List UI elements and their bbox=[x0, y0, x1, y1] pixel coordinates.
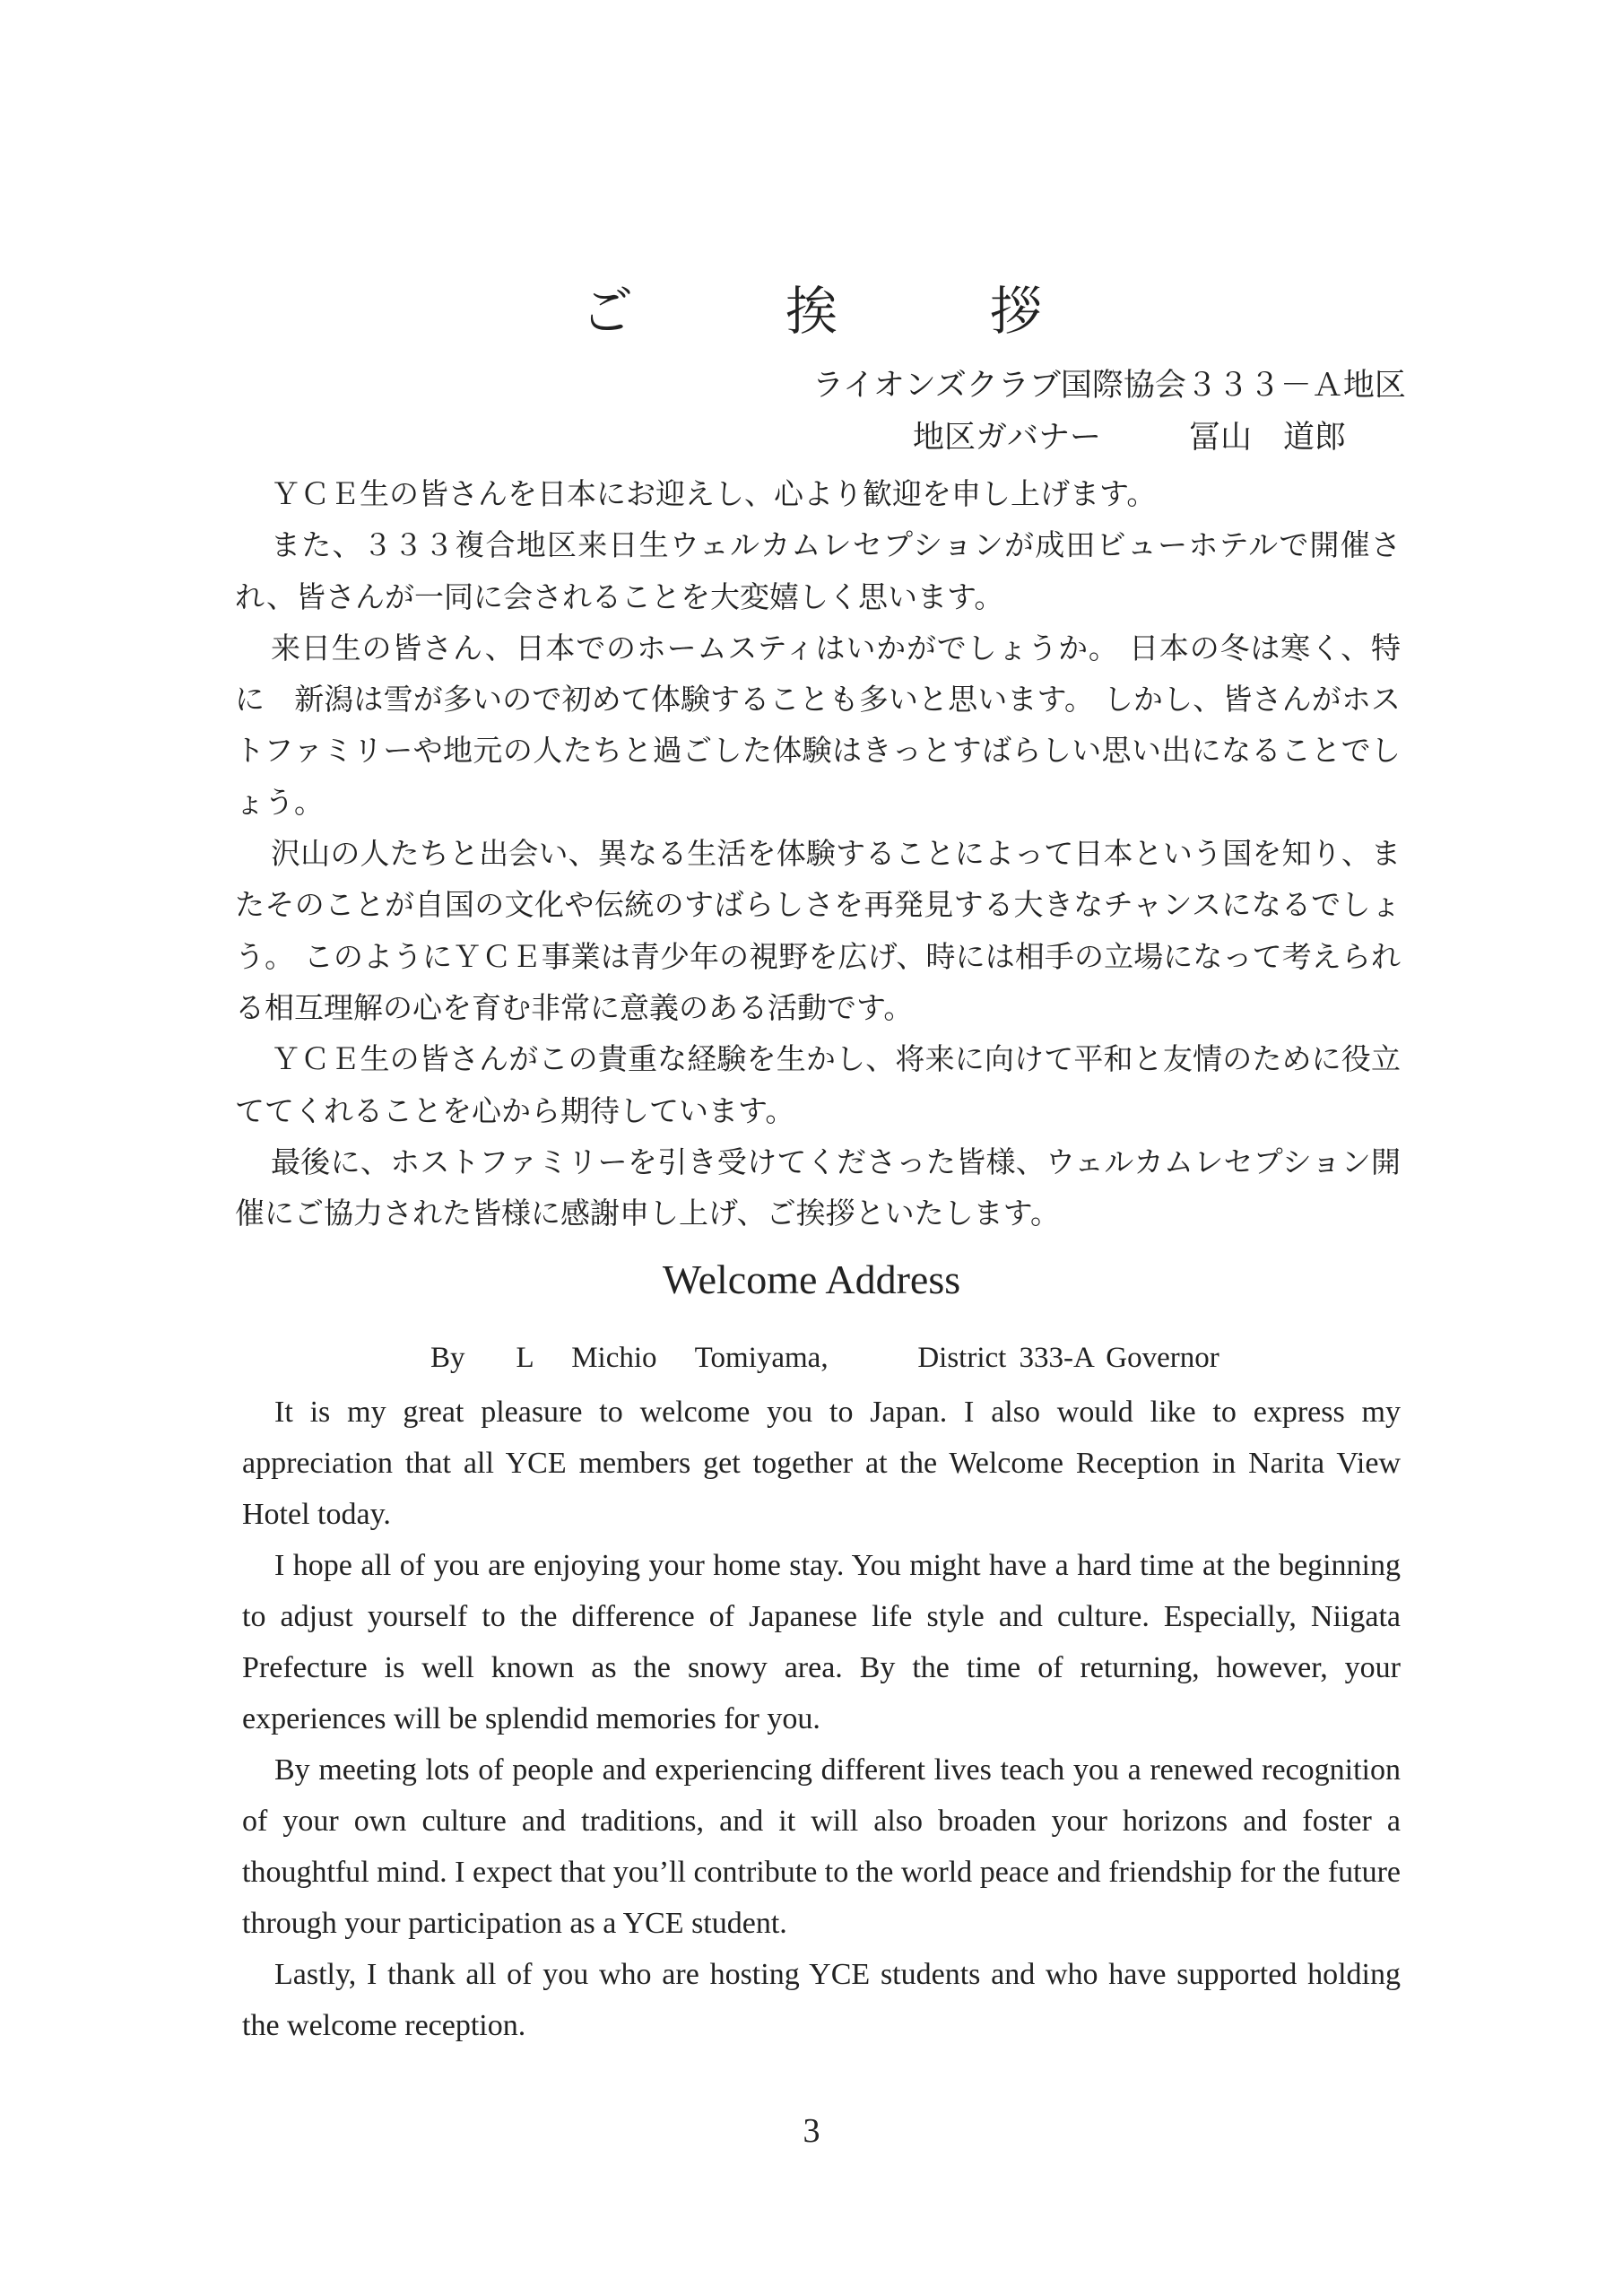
japanese-paragraph: 来日生の皆さん、日本でのホームスティはいかがでしょうか。 日本の冬は寒く、特に 新潟は雪が多いので初めて体験することも多いと思います。 しかし、皆さんがホストファミリーや地元の人たちと過ごした体験はきっとすばらしい思い出になることでしょう。 bbox=[235, 630, 1401, 820]
english-body bbox=[242, 1387, 1401, 2051]
governor-title: 地区ガバナー bbox=[913, 420, 1102, 456]
english-paragraph: It is my great pleasure to welcome you to Japan. I also would like to express my appreciation that all YCE members get together at the Welcome Reception in Narita View Hotel today. bbox=[242, 1396, 1401, 1531]
japanese-paragraph: また、３３３複合地区来日生ウェルカムレセプションが成田ビューホテルで開催され、皆さんが一同に会されることを大変嬉しく思います。 bbox=[235, 527, 1401, 614]
japanese-title: ご 挨 拶 bbox=[580, 281, 1092, 342]
english-paragraph: I hope all of you are enjoying your home stay. You might have a hard time at the beginning to adjust yourself to the difference of Japanese life style and culture. Especially, Niigata Prefecture is well known as the snowy area. By the time of returning, however, your experiences will be splendid memories for you. bbox=[242, 1549, 1401, 1735]
japanese-paragraph: ＹＣＥ生の皆さんを日本にお迎えし、心より歓迎を申し上げます。 bbox=[271, 476, 1157, 511]
governor-name: 冨山 道郎 bbox=[1189, 420, 1347, 456]
english-paragraph: Lastly, I thank all of you who are hosting YCE students and who have supported holding the welcome reception. bbox=[242, 1958, 1401, 2042]
organization-name: ライオンズクラブ国際協会３３３－Ａ地区 bbox=[812, 368, 1406, 404]
english-title: Welcome Address bbox=[662, 1257, 961, 1302]
page-number: 3 bbox=[803, 2112, 820, 2150]
english-paragraph: By meeting lots of people and experiencing different lives teach you a renewed recognition of your own culture and traditions, and it will also broaden your horizons and foster a thoughtful mind. I expect that you’ll contribute to the world peace and friendship for the future through your participation as a YCE student. bbox=[242, 1753, 1401, 1940]
japanese-paragraph: ＹＣＥ生の皆さんがこの貴重な経験を生かし、将来に向けて平和と友情のために役立ててくれることを心から期待しています。 bbox=[235, 1041, 1401, 1128]
japanese-paragraph: 最後に、ホストファミリーを引き受けてくださった皆様、ウェルカムレセプション開催にご協力された皆様に感謝申し上げ、ご挨拶といたします。 bbox=[235, 1144, 1401, 1231]
japanese-paragraph: 沢山の人たちと出会い、異なる生活を体験することによって日本という国を知り、またそのことが自国の文化や伝統のすばらしさを再発見する大きなチャンスになるでしょう。 このようにＹＣＥ事業は青少年の視野を広げ、時には相手の立場になって考えられる相互理解の心を育む非常に意義のある活動です。 bbox=[235, 836, 1401, 1025]
english-byline: By L Michio Tomiyama, District 333-A Governor bbox=[430, 1342, 1219, 1374]
japanese-body bbox=[235, 468, 1401, 1239]
